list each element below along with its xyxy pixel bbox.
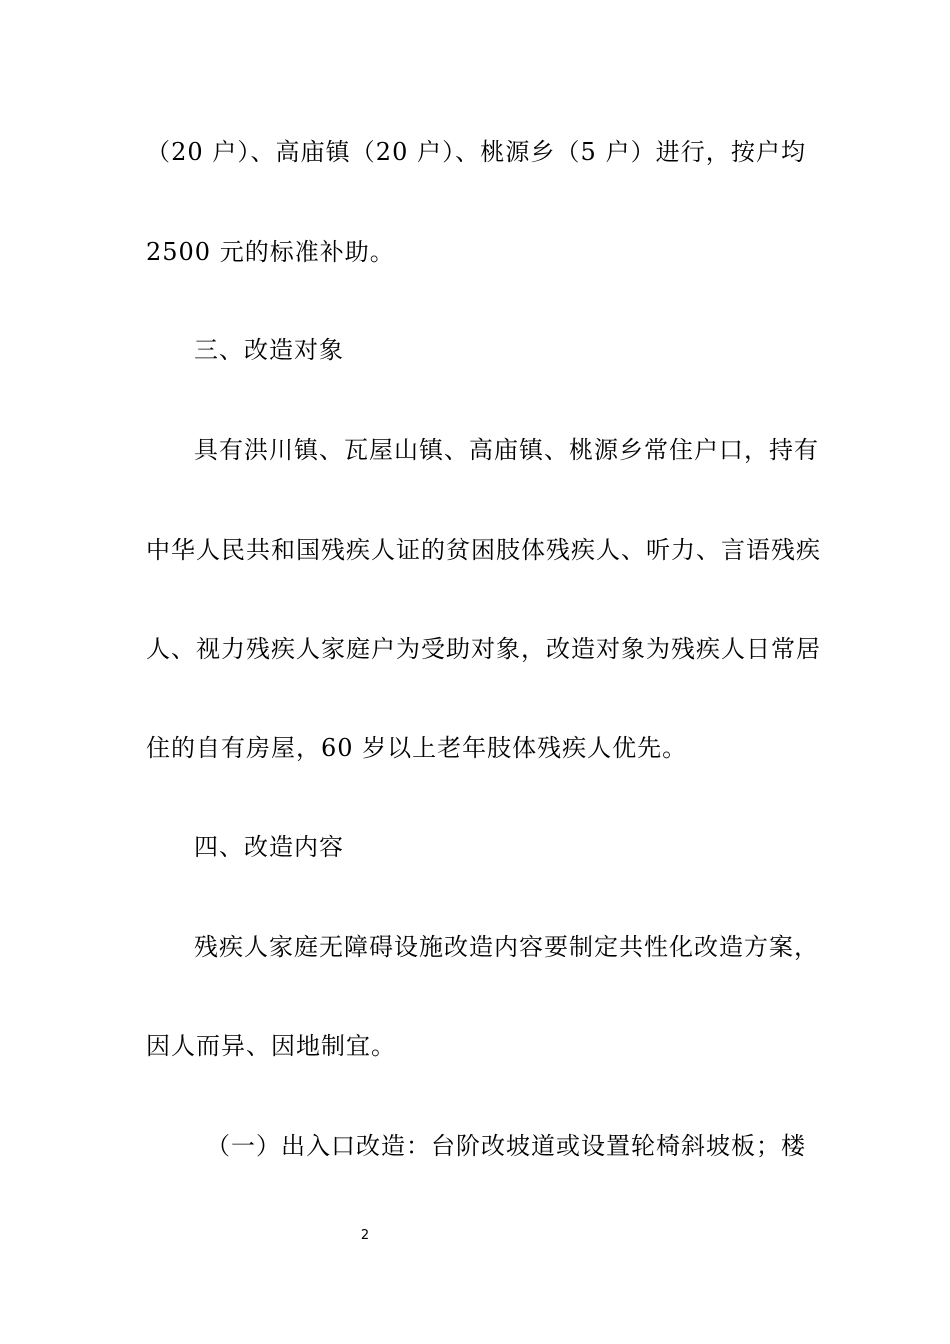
paragraph-line: 人、视力残疾人家庭户为受助对象，改造对象为残疾人日常居 (146, 635, 821, 663)
paragraph-line: 住的自有房屋，60 岁以上老年肢体残疾人优先。 (146, 734, 688, 762)
paragraph-line: 具有洪川镇、瓦屋山镇、高庙镇、桃源乡常住户口，持有 (194, 436, 819, 464)
paragraph-line: 中华人民共和国残疾人证的贫困肢体残疾人、听力、言语残疾 (146, 536, 821, 564)
page-number: 2 (360, 1228, 370, 1243)
paragraph-line: （一）出入口改造：台阶改坡道或设置轮椅斜坡板；楼 (206, 1132, 806, 1160)
paragraph-line: 2500 元的标准补助。 (146, 238, 395, 266)
paragraph-line: 残疾人家庭无障碍设施改造内容要制定共性化改造方案， (194, 933, 819, 961)
paragraph-line: 因人而异、因地制宜。 (146, 1032, 396, 1060)
section-heading-3: 三、改造对象 (194, 336, 344, 364)
paragraph-line: （20 户）、高庙镇（20 户）、桃源乡（5 户）进行，按户均 (146, 138, 806, 166)
section-heading-4: 四、改造内容 (194, 833, 344, 861)
